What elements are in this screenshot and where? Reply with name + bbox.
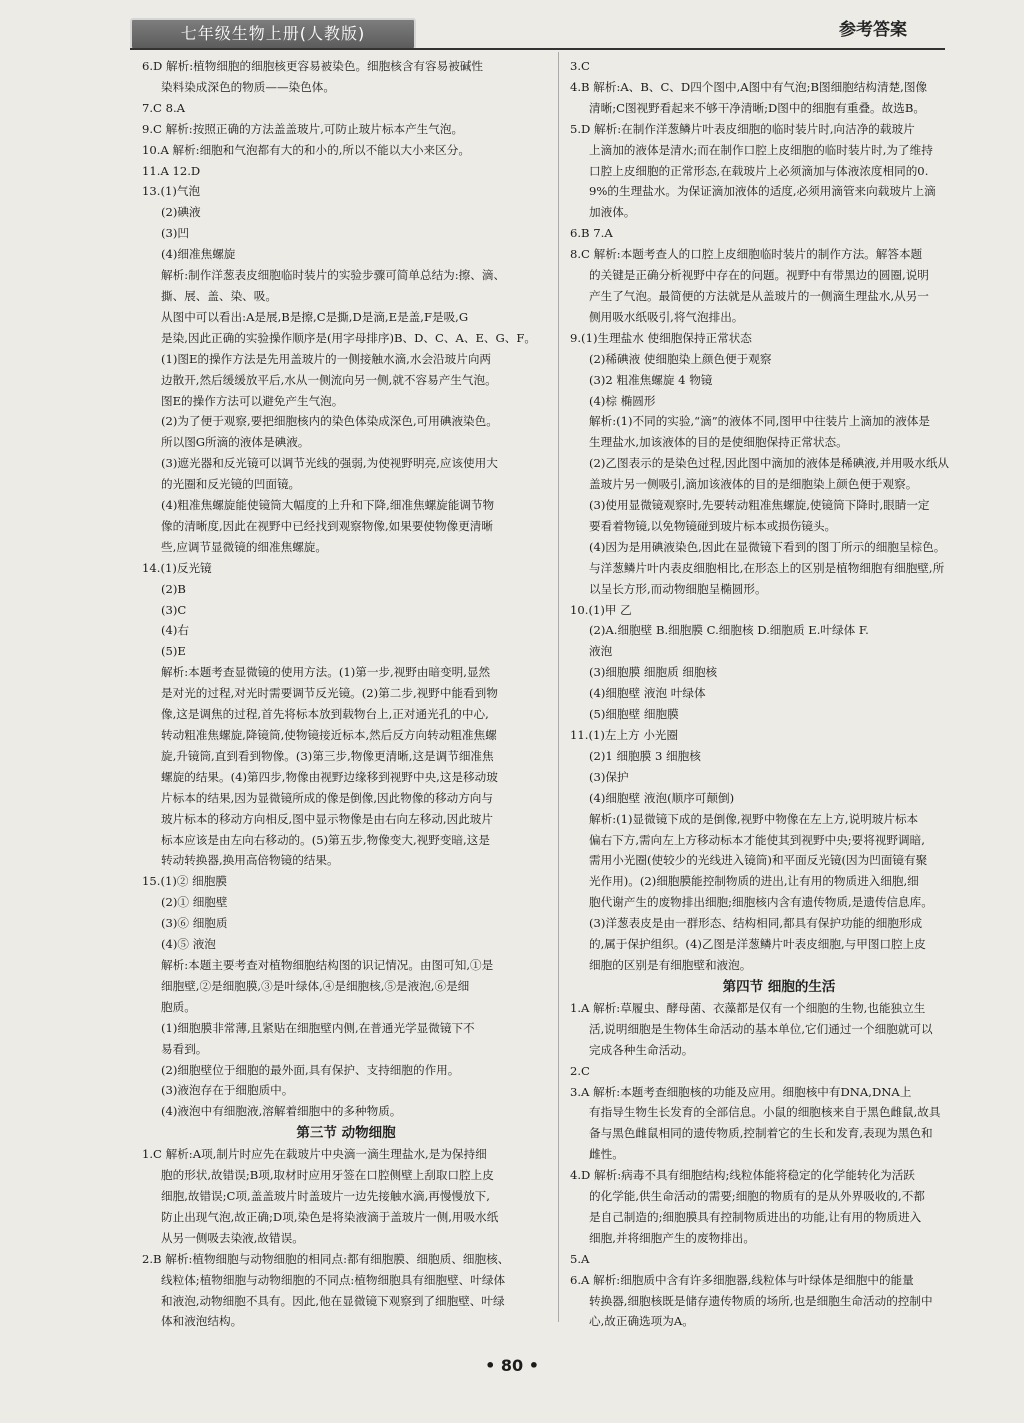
answer-line: (5)细胞壁 细胞膜 bbox=[589, 707, 679, 722]
answer-line: 2.B 解析:植物细胞与动物细胞的相同点:都有细胞膜、细胞质、细胞核、 bbox=[142, 1251, 510, 1266]
answer-line: 图E的操作方法可以避免产生气泡。 bbox=[161, 393, 344, 408]
answer-line: 的光圈和反光镜的凹面镜。 bbox=[161, 477, 301, 492]
answer-line: 解析:本题主要考查对植物细胞结构图的识记情况。由图可知,①是 bbox=[161, 957, 494, 972]
answer-line: (5)E bbox=[161, 644, 186, 659]
answer-line: 胞的形状,故错误;B项,取材时应用牙签在口腔侧壁上刮取口腔上皮 bbox=[161, 1168, 494, 1183]
answer-line: 从另一侧吸去染液,故错误。 bbox=[161, 1230, 304, 1245]
right-column bbox=[570, 56, 988, 1332]
answer-line: 要看着物镜,以免物镜碰到玻片标本或损伤镜头。 bbox=[589, 518, 837, 533]
answer-line: 产生了气泡。最简便的方法就是从盖玻片的一侧滴生理盐水,从另一 bbox=[589, 288, 929, 303]
answer-line: 偏右下方,需向左上方移动标本才能使其到视野中央;要将视野调暗, bbox=[589, 832, 925, 847]
answer-line: 的化学能,供生命活动的需要;细胞的物质有的是从外界吸收的,不都 bbox=[589, 1189, 925, 1204]
answer-line: 7.C 8.A bbox=[142, 100, 186, 115]
answer-line: 3.C bbox=[570, 59, 590, 73]
header-rule bbox=[130, 48, 945, 50]
answer-line: 完成各种生命活动。 bbox=[589, 1042, 694, 1057]
answer-line: 侧用吸水纸吸引,将气泡排出。 bbox=[589, 309, 744, 324]
answer-line: 胞质。 bbox=[161, 999, 196, 1014]
answer-line: 1.C 解析:A项,制片时应先在载玻片中央滴一滴生理盐水,是为保持细 bbox=[142, 1147, 487, 1162]
answer-line: 所以图G所滴的液体是碘液。 bbox=[161, 435, 310, 450]
answer-line: 雌性。 bbox=[589, 1147, 624, 1162]
answer-line: 14.(1)反光镜 bbox=[142, 560, 212, 575]
answer-line: 9%的生理盐水。为保证滴加液体的适度,必须用滴管来向载玻片上滴 bbox=[589, 184, 936, 199]
answer-line: 和液泡,动物细胞不具有。因此,他在显微镜下观察到了细胞壁、叶绿 bbox=[161, 1293, 505, 1308]
answer-line: (3)使用显微镜观察时,先要转动粗准焦螺旋,使镜筒下降时,眼睛一定 bbox=[589, 498, 930, 513]
answer-line: (4)液泡中有细胞液,溶解着细胞中的多种物质。 bbox=[161, 1104, 402, 1119]
answer-line: (3)凹 bbox=[161, 226, 190, 241]
answer-line: 标本应该是由左向右移动的。(5)第五步,物像变大,视野变暗,这是 bbox=[161, 832, 490, 847]
column-divider bbox=[558, 52, 559, 1322]
answer-line: 像,这是调焦的过程,首先将标本放到载物台上,正对通光孔的中心, bbox=[161, 707, 489, 722]
answer-line: 体和液泡结构。 bbox=[161, 1314, 243, 1329]
answer-line: 易看到。 bbox=[161, 1041, 208, 1056]
answer-line: 8.C 解析:本题考查人的口腔上皮细胞临时装片的制作方法。解答本题 bbox=[570, 247, 923, 262]
answer-line: 细胞壁,②是细胞膜,③是叶绿体,④是细胞核,⑤是液泡,⑥是细 bbox=[161, 978, 470, 993]
answer-line: 是自己制造的;细胞膜具有控制物质进出的功能,让有用的物质进入 bbox=[589, 1209, 922, 1224]
answer-line: 4.B 解析:A、B、C、D四个图中,A图中有气泡;B图细胞结构清楚,图像 bbox=[570, 79, 928, 94]
answer-line: 是对光的过程,对光时需要调节反光镜。(2)第二步,视野中能看到物 bbox=[161, 686, 498, 701]
answer-line: 心,故正确选项为A。 bbox=[589, 1314, 694, 1329]
answer-line: 盖玻片另一侧吸引,滴加该液体的目的是细胞染上颜色便于观察。 bbox=[589, 477, 918, 492]
answer-line: 2.C bbox=[570, 1063, 590, 1078]
answer-line: (2)稀碘液 使细胞染上颜色便于观察 bbox=[589, 351, 772, 366]
answer-line: 光作用)。(2)细胞膜能控制物质的进出,让有用的物质进入细胞,细 bbox=[589, 874, 919, 889]
answer-line: 清晰;C图视野看起来不够干净清晰;D图中的细胞有重叠。故选B。 bbox=[589, 100, 925, 115]
answer-line: (4)⑤ 液泡 bbox=[161, 937, 216, 952]
answer-line: 活,说明细胞是生物体生命活动的基本单位,它们通过一个细胞就可以 bbox=[589, 1021, 933, 1036]
answer-line: 转换器,细胞核既是储存遗传物质的场所,也是细胞生命活动的控制中 bbox=[589, 1293, 933, 1308]
answer-line: (3)2 粗准焦螺旋 4 物镜 bbox=[589, 372, 713, 387]
answer-line: 11.(1)左上方 小光圈 bbox=[570, 728, 679, 742]
answer-line: (3)液泡存在于细胞质中。 bbox=[161, 1083, 294, 1098]
section-heading: 第四节 细胞的生活 bbox=[722, 978, 836, 995]
answer-line: 螺旋的结果。(4)第四步,物像由视野边缘移到视野中央,这是移动玻 bbox=[161, 769, 498, 784]
section-heading: 第三节 动物细胞 bbox=[296, 1125, 396, 1142]
answer-line: 片标本的结果,因为显微镜所成的像是倒像,因此物像的移动方向与 bbox=[161, 790, 493, 805]
answer-line: 需用小光圈(使较少的光线进入镜筒)和平面反光镜(因为凹面镜有聚 bbox=[589, 853, 928, 868]
answer-line: 生理盐水,加该液体的目的是使细胞保持正常状态。 bbox=[589, 435, 848, 450]
answer-line: 5.D 解析:在制作洋葱鳞片叶表皮细胞的临时装片时,向洁净的载玻片 bbox=[570, 121, 915, 136]
answer-line: (2)碘液 bbox=[161, 205, 201, 220]
answer-line: 解析:(1)不同的实验,“滴”的液体不同,图甲中往装片上滴加的液体是 bbox=[589, 414, 930, 429]
answer-line: 上滴加的液体是清水;而在制作口腔上皮细胞的临时装片时,为了维持 bbox=[589, 142, 933, 157]
answer-line: (1)细胞膜非常薄,且紧贴在细胞壁内侧,在普通光学显微镜下不 bbox=[161, 1020, 475, 1035]
answer-line: (2)① 细胞壁 bbox=[161, 895, 228, 910]
answer-line: (2)为了便于观察,要把细胞核内的染色体染成深色,可用碘液染色。 bbox=[161, 414, 498, 429]
answer-line: 有指导生物生长发育的全部信息。小鼠的细胞核来自于黑色雌鼠,故具 bbox=[589, 1105, 941, 1120]
answer-line: 15.(1)② 细胞膜 bbox=[142, 874, 227, 889]
answer-line: 液泡 bbox=[589, 644, 613, 659]
answer-line: 11.A 12.D bbox=[142, 163, 201, 178]
page-number: • 80 • bbox=[485, 1356, 539, 1375]
answer-line: 染料染成深色的物质——染色体。 bbox=[161, 79, 335, 94]
answer-line: (4)粗准焦螺旋能使镜筒大幅度的上升和下降,细准焦螺旋能调节物 bbox=[161, 498, 495, 513]
answer-line: (3)遮光器和反光镜可以调节光线的强弱,为使视野明亮,应该使用大 bbox=[161, 456, 498, 471]
answer-line: (4)右 bbox=[161, 623, 190, 638]
answer-line: 3.A 解析:本题考查细胞核的功能及应用。细胞核中有DNA,DNA上 bbox=[570, 1084, 912, 1099]
answer-line: (2)A.细胞壁 B.细胞膜 C.细胞核 D.细胞质 E.叶绿体 F. bbox=[589, 623, 869, 638]
answer-line: (4)细胞壁 液泡 叶绿体 bbox=[589, 686, 706, 701]
answer-line: 线粒体;植物细胞与动物细胞的不同点:植物细胞具有细胞壁、叶绿体 bbox=[161, 1272, 506, 1287]
answer-line: 转动粗准焦螺旋,降镜筒,使物镜接近标本,然后反方向转动粗准焦螺 bbox=[161, 728, 497, 742]
answer-line: 10.(1)甲 乙 bbox=[570, 602, 632, 617]
answer-line: 5.A bbox=[570, 1251, 590, 1266]
answer-section-label: 参考答案 bbox=[839, 20, 907, 40]
answer-line: 以呈长方形,而动物细胞呈椭圆形。 bbox=[589, 581, 767, 596]
answer-line: 转动转换器,换用高倍物镜的结果。 bbox=[161, 853, 339, 868]
answer-line: 从图中可以看出:A是展,B是擦,C是撕,D是滴,E是盖,F是吸,G bbox=[161, 309, 469, 324]
answer-line: 旋,升镜筒,直到看到物像。(3)第三步,物像更清晰,这是调节细准焦 bbox=[161, 748, 494, 763]
answer-line: 胞代谢产生的废物排出细胞;细胞核内含有遗传物质,是遗传信息库。 bbox=[589, 895, 933, 910]
answer-line: (2)乙图表示的是染色过程,因此图中滴加的液体是稀碘液,并用吸水纸从 bbox=[589, 456, 950, 471]
answer-line: 撕、展、盖、染、吸。 bbox=[161, 288, 277, 303]
answer-line: (4)棕 椭圆形 bbox=[589, 393, 656, 408]
answer-line: 口腔上皮细胞的正常形态,在载玻片上必须滴加与体液浓度相同的0. bbox=[589, 163, 929, 178]
answer-line: 细胞的区别是有细胞壁和液泡。 bbox=[589, 957, 752, 972]
answer-line: 的,属于保护组织。(4)乙图是洋葱鳞片叶表皮细胞,与甲图口腔上皮 bbox=[589, 937, 926, 952]
answer-line: 6.D 解析:植物细胞的细胞核更容易被染色。细胞核含有容易被碱性 bbox=[142, 59, 483, 73]
left-column bbox=[142, 56, 550, 1332]
answer-line: 像的清晰度,因此在视野中已经找到观察物像,如果要使物像更清晰 bbox=[161, 518, 493, 533]
answer-line: 4.D 解析:病毒不具有细胞结构;线粒体能将稳定的化学能转化为活跃 bbox=[570, 1168, 915, 1183]
answer-line: 玻片标本的移动方向相反,图中显示物像是由右向左移动,因此玻片 bbox=[161, 811, 493, 826]
answer-line: 些,应调节显微镜的细准焦螺旋。 bbox=[161, 539, 327, 554]
book-title-banner: 七年级生物上册(人教版) bbox=[130, 18, 416, 50]
answer-line: 细胞,并将细胞产生的废物排出。 bbox=[589, 1230, 755, 1245]
answer-line: (3)⑥ 细胞质 bbox=[161, 916, 228, 931]
answer-line: 细胞,故错误;C项,盖盖玻片时盖玻片一边先接触水滴,再慢慢放下, bbox=[161, 1189, 490, 1204]
answer-line: 与洋葱鳞片叶内表皮细胞相比,在形态上的区别是植物细胞有细胞壁,所 bbox=[589, 560, 945, 575]
answer-line: 是染,因此正确的实验操作顺序是(用字母排序)B、D、C、A、E、G、F。 bbox=[161, 330, 536, 345]
answer-line: 加液体。 bbox=[589, 205, 636, 220]
answer-line: (3)保护 bbox=[589, 769, 629, 784]
answer-line: (3)洋葱表皮是由一群形态、结构相同,都具有保护功能的细胞形成 bbox=[589, 916, 923, 931]
answer-line: (4)因为是用碘液染色,因此在显微镜下看到的图丁所示的细胞呈棕色。 bbox=[589, 539, 946, 554]
answer-line: 13.(1)气泡 bbox=[142, 184, 201, 199]
answer-line: (2)B bbox=[161, 581, 186, 596]
answer-line: 解析:(1)显微镜下成的是倒像,视野中物像在左上方,说明玻片标本 bbox=[589, 811, 919, 826]
answer-line: 6.B 7.A bbox=[570, 226, 613, 241]
answer-line: (4)细胞壁 液泡(顺序可颠倒) bbox=[589, 790, 735, 805]
answer-line: (3)C bbox=[161, 602, 187, 617]
answer-line: 解析:制作洋葱表皮细胞临时装片的实验步骤可简单总结为:擦、滴、 bbox=[161, 268, 506, 283]
answer-line: 10.A 解析:细胞和气泡都有大的和小的,所以不能以大小来区分。 bbox=[142, 142, 470, 157]
answer-line: 备与黑色雌鼠相同的遗传物质,控制着它的生长和发育,表现为黑色和 bbox=[589, 1126, 933, 1141]
answer-line: 解析:本题考查显微镜的使用方法。(1)第一步,视野由暗变明,显然 bbox=[161, 665, 491, 680]
answer-line: 边散开,然后缓缓放平后,水从一侧流向另一侧,就不容易产生气泡。 bbox=[161, 372, 497, 387]
answer-line: (3)细胞膜 细胞质 细胞核 bbox=[589, 665, 718, 680]
answer-line: 9.(1)生理盐水 使细胞保持正常状态 bbox=[570, 330, 752, 345]
answer-line: (2)1 细胞膜 3 细胞核 bbox=[589, 748, 701, 763]
answer-line: (2)细胞壁位于细胞的最外面,具有保护、支持细胞的作用。 bbox=[161, 1062, 460, 1077]
answer-line: 的关键是正确分析视野中存在的问题。视野中有带黑边的圆圈,说明 bbox=[589, 268, 929, 283]
answer-line: 防止出现气泡,故正确;D项,染色是将染液滴于盖玻片一侧,用吸水纸 bbox=[161, 1209, 499, 1224]
answer-line: 6.A 解析:细胞质中含有许多细胞器,线粒体与叶绿体是细胞中的能量 bbox=[570, 1272, 914, 1287]
answer-line: 1.A 解析:草履虫、酵母菌、衣藻都是仅有一个细胞的生物,也能独立生 bbox=[570, 1000, 926, 1015]
answer-line: (1)图E的操作方法是先用盖玻片的一侧接触水滴,水会沿玻片向两 bbox=[161, 351, 492, 366]
answer-line: 9.C 解析:按照正确的方法盖盖玻片,可防止玻片标本产生气泡。 bbox=[142, 121, 464, 136]
answer-line: (4)细准焦螺旋 bbox=[161, 247, 236, 262]
